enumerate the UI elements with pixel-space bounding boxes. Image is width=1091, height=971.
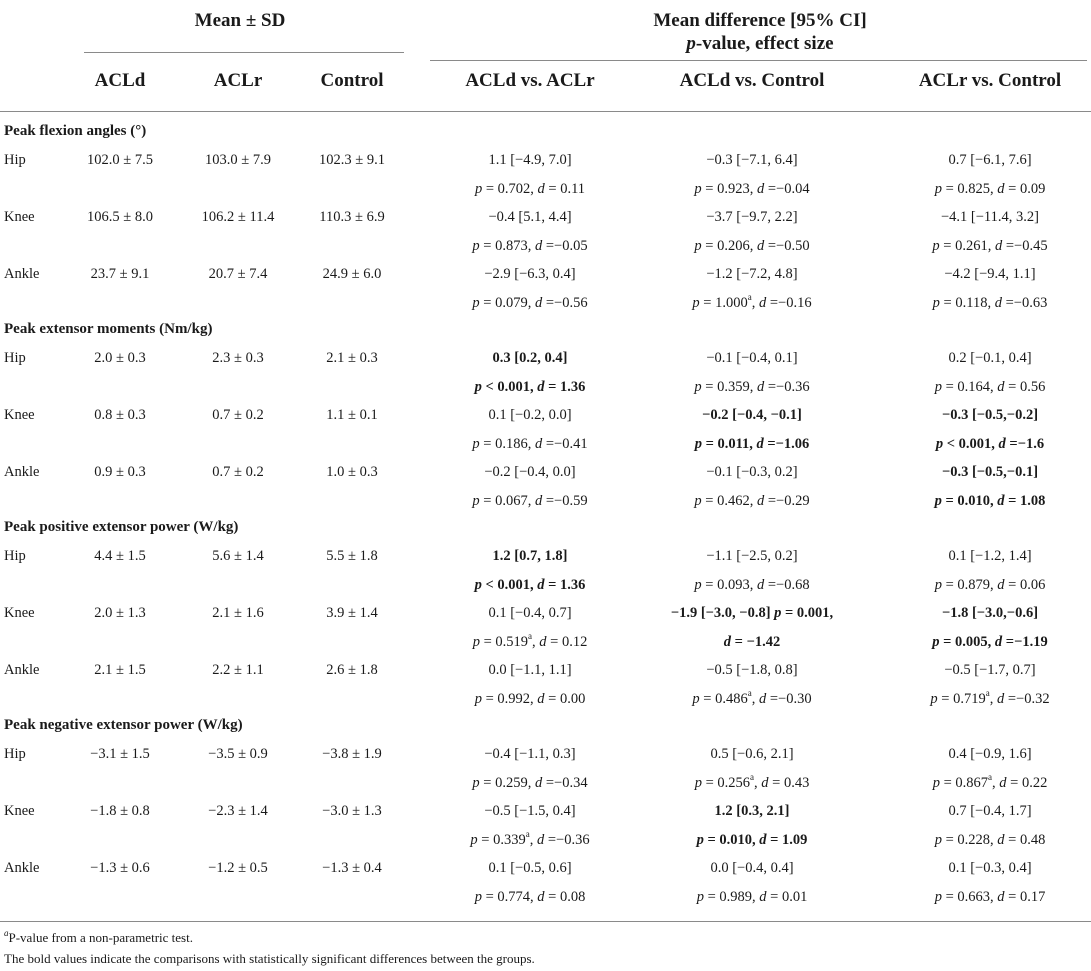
p-value-cell: p = 0.118, d =−0.63 [932, 295, 1048, 311]
mean-sd-cell: −3.8 ± 1.9 [322, 746, 382, 762]
p-value-cell: p = 0.923, d =−0.04 [694, 181, 810, 197]
mean-sd-cell: −1.8 ± 0.8 [90, 803, 150, 819]
p-value-cell: p = 0.867$^a$, d = 0.22 [932, 772, 1048, 791]
p-value-cell: p = 0.774, d = 0.08 [474, 889, 586, 905]
p-value-cell: p < 0.001, d = 1.36 [474, 577, 586, 593]
footnote-a: $^a$P-value from a non-parametric test. [4, 927, 193, 945]
mean-sd-cell: −3.0 ± 1.3 [322, 803, 382, 819]
p-value-cell: p = 1.000$^a$, d =−0.16 [692, 292, 812, 311]
ci-cell: 0.0 [−0.4, 0.4] [710, 860, 794, 876]
column-header-acld-vs-aclr: ACLd vs. ACLr [465, 70, 595, 91]
p-value-cell: p = 0.359, d =−0.36 [694, 379, 810, 395]
mean-sd-cell: 2.6 ± 1.8 [326, 662, 378, 678]
row-label: Knee [4, 605, 35, 621]
mean-sd-cell: 2.3 ± 0.3 [212, 350, 264, 366]
ci-cell: 0.3 [0.2, 0.4] [492, 350, 568, 366]
mean-sd-cell: 5.6 ± 1.4 [212, 548, 264, 564]
mean-sd-cell: 2.2 ± 1.1 [212, 662, 264, 678]
ci-cell: −4.2 [−9.4, 1.1] [944, 266, 1036, 282]
ci-cell: −1.2 [−7.2, 4.8] [706, 266, 798, 282]
section-heading: Peak extensor moments (Nm/kg) [4, 321, 213, 337]
p-value-cell: p = 0.879, d = 0.06 [934, 577, 1046, 593]
mean-sd-cell: 1.1 ± 0.1 [326, 407, 378, 423]
p-value-cell: p = 0.067, d =−0.59 [472, 493, 588, 509]
p-value-cell: p = 0.005, d =−1.19 [932, 634, 1048, 650]
ci-cell: 0.4 [−0.9, 1.6] [948, 746, 1032, 762]
p-value-cell: p < 0.001, d =−1.6 [935, 436, 1045, 452]
column-header-aclr: ACLr [213, 70, 263, 91]
mean-sd-cell: 0.7 ± 0.2 [212, 464, 264, 480]
p-value-cell: p = 0.486$^a$, d =−0.30 [692, 688, 812, 707]
mean-sd-cell: −1.2 ± 0.5 [208, 860, 268, 876]
p-value-cell: p = 0.259, d =−0.34 [472, 775, 588, 791]
p-value-cell: p = 0.228, d = 0.48 [934, 832, 1046, 848]
column-header-control: Control [320, 70, 384, 91]
table-bottom-rule [0, 921, 1091, 922]
ci-cell: −0.3 [−7.1, 6.4] [706, 152, 798, 168]
p-value-cell: p = 0.261, d =−0.45 [932, 238, 1048, 254]
mean-sd-cell: 2.1 ± 1.6 [212, 605, 264, 621]
row-label: Ankle [4, 464, 40, 480]
mean-sd-cell: 0.9 ± 0.3 [94, 464, 146, 480]
ci-cell: 0.1 [−0.3, 0.4] [948, 860, 1032, 876]
ci-cell: −0.3 [−0.5,−0.1] [941, 464, 1039, 480]
row-label: Ankle [4, 860, 40, 876]
ci-cell: −0.3 [−0.5,−0.2] [941, 407, 1039, 423]
ci-cell: 0.1 [−0.2, 0.0] [488, 407, 572, 423]
ci-cell: 0.7 [−0.4, 1.7] [948, 803, 1032, 819]
mean-sd-cell: 102.0 ± 7.5 [87, 152, 153, 168]
ci-cell: 1.1 [−4.9, 7.0] [488, 152, 572, 168]
mean-sd-cell: 2.1 ± 1.5 [94, 662, 146, 678]
mean-sd-cell: −3.1 ± 1.5 [90, 746, 150, 762]
header-rule-left [84, 52, 404, 53]
p-value-cell: p = 0.519$^a$, d = 0.12 [472, 631, 588, 650]
ci-cell: 0.7 [−6.1, 7.6] [948, 152, 1032, 168]
ci-cell: −0.1 [−0.4, 0.1] [706, 350, 798, 366]
mean-sd-cell: 106.2 ± 11.4 [201, 209, 275, 225]
mean-sd-cell: 110.3 ± 6.9 [319, 209, 385, 225]
p-value-cell: p = 0.011, d =−1.06 [694, 436, 810, 452]
ci-cell: −0.5 [−1.5, 0.4] [484, 803, 576, 819]
section-heading: Peak flexion angles (°) [4, 123, 147, 139]
ci-cell: −0.5 [−1.7, 0.7] [944, 662, 1036, 678]
row-label: Hip [4, 746, 26, 762]
p-value-cell: p = 0.010, d = 1.08 [934, 493, 1046, 509]
row-label: Knee [4, 803, 35, 819]
p-value-cell: p = 0.989, d = 0.01 [696, 889, 808, 905]
section-heading: Peak negative extensor power (W/kg) [4, 717, 243, 733]
ci-cell: 1.2 [0.7, 1.8] [492, 548, 568, 564]
p-value-cell: p = 0.256$^a$, d = 0.43 [694, 772, 810, 791]
mean-sd-cell: −3.5 ± 0.9 [208, 746, 268, 762]
ci-cell: 0.1 [−1.2, 1.4] [948, 548, 1032, 564]
p-value-cell: p = 0.462, d =−0.29 [694, 493, 810, 509]
mean-sd-cell: 5.5 ± 1.8 [326, 548, 378, 564]
mean-sd-cell: 106.5 ± 8.0 [87, 209, 153, 225]
ci-cell: −1.1 [−2.5, 0.2] [706, 548, 798, 564]
p-value-cell: p = 0.186, d =−0.41 [472, 436, 588, 452]
mean-sd-cell: 23.7 ± 9.1 [90, 266, 150, 282]
mean-sd-cell: 20.7 ± 7.4 [208, 266, 268, 282]
p-value-cell: p = 0.339$^a$, d =−0.36 [470, 829, 590, 848]
header-bottom-rule [0, 111, 1091, 112]
row-label: Hip [4, 350, 26, 366]
mean-sd-cell: −2.3 ± 1.4 [208, 803, 268, 819]
mean-sd-cell: 1.0 ± 0.3 [326, 464, 378, 480]
p-value-cell: p = 0.719$^a$, d =−0.32 [930, 688, 1050, 707]
ci-cell: −0.2 [−0.4, 0.0] [484, 464, 576, 480]
mean-sd-cell: 102.3 ± 9.1 [319, 152, 385, 168]
ci-cell: −1.8 [−3.0,−0.6] [941, 605, 1039, 621]
mean-sd-cell: 2.1 ± 0.3 [326, 350, 378, 366]
ci-cell: 0.5 [−0.6, 2.1] [710, 746, 794, 762]
row-label: Knee [4, 209, 35, 225]
header-rule-right [430, 60, 1087, 61]
p-value-cell: p = 0.010, d = 1.09 [696, 832, 808, 848]
p-value-cell: p = 0.093, d =−0.68 [694, 577, 810, 593]
p-value-cell: p = 0.206, d =−0.50 [694, 238, 810, 254]
mean-sd-cell: 24.9 ± 6.0 [322, 266, 382, 282]
ci-cell: 0.1 [−0.4, 0.7] [488, 605, 572, 621]
ci-cell: 0.1 [−0.5, 0.6] [488, 860, 572, 876]
row-label: Hip [4, 548, 26, 564]
ci-cell: 0.0 [−1.1, 1.1] [488, 662, 572, 678]
p-value-cell: p = 0.825, d = 0.09 [934, 181, 1046, 197]
ci-cell: −0.4 [5.1, 4.4] [488, 209, 572, 225]
p-value-cell: p = 0.164, d = 0.56 [934, 379, 1046, 395]
mean-sd-cell: 0.7 ± 0.2 [212, 407, 264, 423]
mean-sd-cell: −1.3 ± 0.6 [90, 860, 150, 876]
column-header-acld-vs-control: ACLd vs. Control [679, 70, 825, 91]
group-header-mean-sd: Mean ± SD [194, 10, 286, 31]
p-value-cell: p < 0.001, d = 1.36 [474, 379, 586, 395]
mean-sd-cell: 4.4 ± 1.5 [94, 548, 146, 564]
column-header-acld: ACLd [94, 70, 146, 91]
mean-sd-cell: 3.9 ± 1.4 [326, 605, 378, 621]
row-label: Ankle [4, 266, 40, 282]
effect-size-cell: d = −1.42 [723, 634, 781, 650]
p-value-cell: p = 0.992, d = 0.00 [474, 691, 586, 707]
ci-cell: −0.5 [−1.8, 0.8] [706, 662, 798, 678]
row-label: Knee [4, 407, 35, 423]
mean-sd-cell: −1.3 ± 0.4 [322, 860, 382, 876]
group-header-subtitle: p-value, effect size [686, 33, 834, 54]
ci-cell: −0.1 [−0.3, 0.2] [706, 464, 798, 480]
ci-cell: −0.2 [−0.4, −0.1] [702, 407, 802, 423]
ci-cell: −2.9 [−6.3, 0.4] [484, 266, 576, 282]
ci-cell: −0.4 [−1.1, 0.3] [484, 746, 576, 762]
p-value-cell: p = 0.702, d = 0.11 [474, 181, 586, 197]
p-value-cell: p = 0.873, d =−0.05 [472, 238, 588, 254]
ci-cell: −4.1 [−11.4, 3.2] [941, 209, 1039, 225]
mean-sd-cell: 2.0 ± 1.3 [94, 605, 146, 621]
p-value-cell: p = 0.079, d =−0.56 [472, 295, 588, 311]
mean-sd-cell: 103.0 ± 7.9 [205, 152, 271, 168]
row-label: Hip [4, 152, 26, 168]
ci-cell: 1.2 [0.3, 2.1] [714, 803, 790, 819]
footnote-bold-values: The bold values indicate the comparisons with statistically significant differences between the groups. [4, 951, 535, 966]
p-value-cell: p = 0.663, d = 0.17 [934, 889, 1046, 905]
row-label: Ankle [4, 662, 40, 678]
section-heading: Peak positive extensor power (W/kg) [4, 519, 239, 535]
group-header-mean-difference: Mean difference [95% CI] [653, 10, 867, 31]
mean-sd-cell: 0.8 ± 0.3 [94, 407, 146, 423]
ci-cell: −3.7 [−9.7, 2.2] [706, 209, 798, 225]
column-header-aclr-vs-control: ACLr vs. Control [918, 70, 1062, 91]
mean-sd-cell: 2.0 ± 0.3 [94, 350, 146, 366]
ci-cell: 0.2 [−0.1, 0.4] [948, 350, 1032, 366]
ci-p-cell: −1.9 [−3.0, −0.8] p = 0.001, [670, 605, 834, 621]
